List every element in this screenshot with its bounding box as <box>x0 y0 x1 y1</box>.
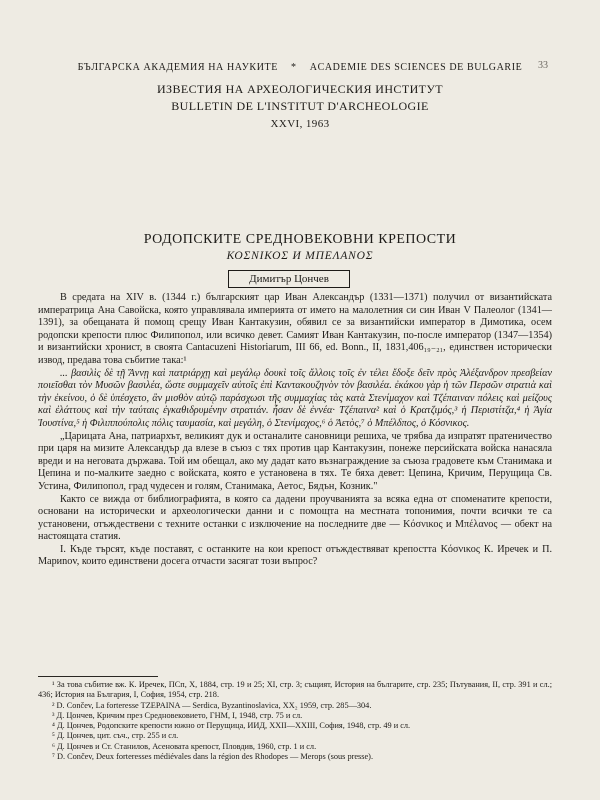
footnote: ⁵ Д. Цончев, цит. съч., стр. 255 и сл. <box>52 731 179 741</box>
paragraph-intro: В средата на XIV в. (1344 г.) българският цар Иван Александър (1331—1371) получил от византийската императрица Ана Савойска, която управлявала империята от името на малолетния си син Иван V Палеолог (1341—1391), за обещаната й помощ срещу Иван Кантакузин, обявил се за византийски император в Димотика, осем родопски крепости плюс Филипопол, или всичко девет. Самият Иван Кантакузин, по-после император (1347—1354) и византийски хронист, в своята Cantacuzeni Historiarum, III 66, ed. Bonn., II, 1831,406₁₉₋₂₁, единствен исторически извод, предава това събитие така:¹ <box>38 292 552 366</box>
footnote: ² D. Cončev, La forteresse TZEPAINA — Serdica, Byzantinoslavica, XX₂ 1959, стр. 285—304. <box>52 700 372 710</box>
footnote: ⁴ Д. Цончев, Родопските крепости южно от Перущица, ИИД, XXII—XXIII, София, 1948, стр. 49 и сл. <box>52 721 411 731</box>
footnotes <box>38 680 552 762</box>
footnote: ⁶ Д. Цончев и Ст. Станилов, Асеновата крепост, Пловдив, 1960, стр. 1 и сл. <box>52 741 317 751</box>
article-subtitle: ΚΟΣΝΙΚΟΣ И ΜΠΕΛΑΝΟΣ <box>226 250 374 262</box>
article-title: РОДОПСКИТЕ СРЕДНОВЕКОВНИ КРЕПОСТИ <box>143 232 457 247</box>
academy-name-bg: БЪЛГАРСКА АКАДЕМИЯ НА НАУКИТЕ <box>77 62 278 73</box>
footnote: ⁷ D. Cončev, Deux forteresses médiévales dans la région des Rhodopes — Merops (sous presse). <box>52 752 374 762</box>
paragraph-greek-quote: ... βασιλὶς δὲ τῇ Ἄννῃ καὶ πατριάρχῃ καὶ μεγάλῳ δουκὶ τοῖς ἄλλοις τοῖς ἐν τέλει ἔδοξε δεῖν πρὸς Ἀλέξανδρον πρεσβείαν ποιεῖσθαι τὸν Μυσῶν βασιλέα, ὥστε συμμαχεῖν αὐτοῖς ἐπὶ Καντακουζηνὸν τὸν βασιλέα. ἐκάκου γὰρ ἡ τῶν Περσῶν στρατιὰ καὶ τὴν ἐκείνου, ὁ δὲ ὑπέσχετο, ἂν μισθὸν αὐτῷ παράσχωσι τῆς συμμαχίας τὰς κατὰ Στενίμαχον καὶ Τζέπαιναν πόλεις καὶ μείζους καὶ ἐλάττους καὶ τὴν ταύταις ἐγκαθιδρυμένην στρατιάν. ἦσαν δὲ ἐννέα· Τζέπαινα² καὶ ὁ Κρατζιμός,³ ἡ Περιστίτζα,⁴ ἡ Ἁγία Ἰουστίνα,⁵ ἡ Φιλιππούπολις πόλις ταυμασία, καὶ μεγάλη, ὁ Στενίμαχος,⁶ ὁ Ἀετὸς,⁷ ὁ Μπέλδπος, ὁ Κόσνικος. <box>38 367 552 429</box>
paragraph-question: I. Къде търсят, къде поставят, с останките на кои крепост отъждествяват крепостта Κόσνικος К. Иречек и П. Мариnov, които единствени досега отчасти засягат този въпрос? <box>38 543 552 568</box>
article-body <box>38 292 552 569</box>
article-author: Димитър Цончев <box>228 270 350 288</box>
footnote: ³ Д. Цончев, Кричим през Средновековието, ГНМ, I, 1948, стр. 75 и сл. <box>52 710 303 720</box>
header-separator: * <box>291 62 297 73</box>
academy-header <box>30 62 570 73</box>
paragraph-translation: „Царицата Ана, патриархът, великият дук и останалите сановници решиха, че трябва да изпратят пратеничество при царя на мизите Александър да влезе в съюз с тях против цар Кантакузин, понеже персийската войска нанасяла вреди и на неговата държава. Той им обещал, ако му дадат като възнаграждение за съюза градовете към Станимака и Цепина и по-малките заедно с войската, която е установена в тях. Те бяха девет: Цепина, Кричим, Перущица Св. Устина, Филипопол, град чудесен и голям, Станимака, Аетос, Бядън, Козник." <box>38 430 552 492</box>
footnote-divider <box>38 676 158 677</box>
academy-name-fr: ACADEMIE DES SCIENCES DE BULGARIE <box>309 62 523 73</box>
paragraph-bibliography: Както се вижда от библиографията, в която са дадени проучванията за всяка една от споменатите крепости, основани на исторически и археологически данни и с помощта на местната топонимия, почти всички те са установени, отъждествени с техните останки с изключение на последните две — Κόσνικος и Μπέλανος — обект на настоящата статия. <box>38 493 552 543</box>
journal-title-fr: BULLETIN DE L'INSTITUT D'ARCHEOLOGIE <box>171 99 429 113</box>
journal-volume: XXVI, 1963 <box>270 118 330 130</box>
page-number: 33 <box>538 60 548 71</box>
journal-title-bg: ИЗВЕСТИЯ НА АРХЕОЛОГИЧЕСКИЯ ИНСТИТУТ <box>156 82 443 96</box>
footnote: ¹ За това събитие вж. К. Иречек, ПСп, Х, 1884, стр. 19 и 25; XI, стр. 3; същият, История на българите, стр. 235; Пътувания, II, стр. 391 и сл.; 436; История на България, I, София, 1954, стр. 218. <box>38 680 552 700</box>
